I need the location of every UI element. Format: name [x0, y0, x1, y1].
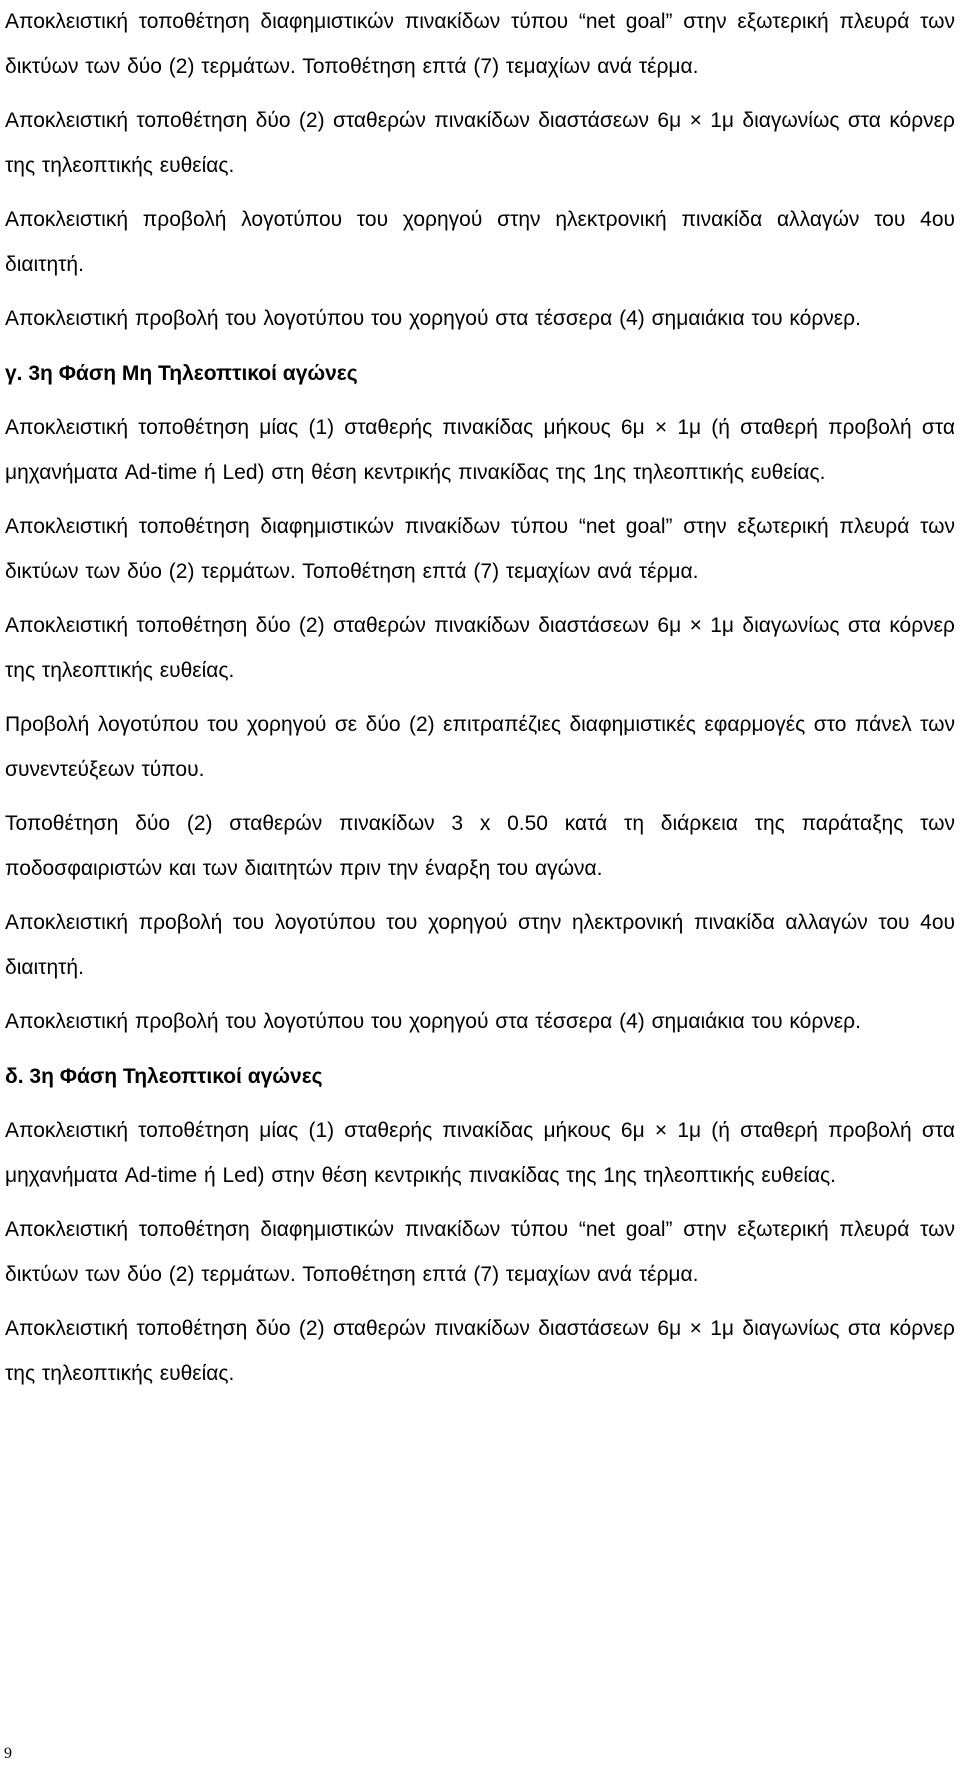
paragraph-corner-signs: Αποκλειστική τοποθέτηση δύο (2) σταθερών πινακίδων διαστάσεων 6μ × 1μ διαγωνίως στα κόρνερ της τηλεοπτικής ευθείας. [5, 109, 955, 177]
document-page [5, 0, 955, 1406]
paragraph-corner-signs: Αποκλειστική τοποθέτηση δύο (2) σταθερών πινακίδων διαστάσεων 6μ × 1μ διαγωνίως στα κόρνερ της τηλεοπτικής ευθείας. [5, 1317, 955, 1385]
paragraph-4th-referee-board: Αποκλειστική προβολή λογοτύπου του χορηγού στην ηλεκτρονική πινακίδα αλλαγών του 4ου διαιτητή. [5, 208, 955, 276]
page-number: 9 [4, 1745, 12, 1762]
paragraph-lineup-signs: Τοποθέτηση δύο (2) σταθερών πινακίδων 3 x 0.50 κατά τη διάρκεια της παράταξης των ποδοσφαιριστών και των διαιτητών πριν την έναρξη του αγώνα. [5, 812, 955, 880]
section-heading-d: δ. 3η Φάση Τηλεοπτικοί αγώνες [5, 1064, 323, 1088]
paragraph-net-goal-signs: Αποκλειστική τοποθέτηση διαφημιστικών πινακίδων τύπου “net goal” στην εξωτερική πλευρά των δικτύων των δύο (2) τερμάτων. Τοποθέτηση επτά (7) τεμαχίων ανά τέρμα. [5, 10, 955, 78]
paragraph-central-sign: Αποκλειστική τοποθέτηση μίας (1) σταθερής πινακίδας μήκους 6μ × 1μ (ή σταθερή προβολή στα μηχανήματα Ad-time ή Led) στην θέση κεντρικής πινακίδας της 1ης τηλεοπτικής ευθείας. [5, 1119, 955, 1187]
paragraph-corner-flags: Αποκλειστική προβολή του λογοτύπου του χορηγού στα τέσσερα (4) σημαιάκια του κόρνερ. [5, 307, 861, 330]
paragraph-press-panel: Προβολή λογοτύπου του χορηγού σε δύο (2) επιτραπέζιες διαφημιστικές εφαρμογές στο πάνελ των συνεντεύξεων τύπου. [5, 713, 955, 781]
section-heading-c: γ. 3η Φάση Μη Τηλεοπτικοί αγώνες [5, 361, 358, 385]
paragraph-corner-signs: Αποκλειστική τοποθέτηση δύο (2) σταθερών πινακίδων διαστάσεων 6μ × 1μ διαγωνίως στα κόρνερ της τηλεοπτικής ευθείας. [5, 614, 955, 682]
paragraph-4th-referee-board: Αποκλειστική προβολή του λογοτύπου του χορηγού στην ηλεκτρονική πινακίδα αλλαγών του 4ου διαιτητή. [5, 911, 955, 979]
paragraph-net-goal-signs: Αποκλειστική τοποθέτηση διαφημιστικών πινακίδων τύπου “net goal” στην εξωτερική πλευρά των δικτύων των δύο (2) τερμάτων. Τοποθέτηση επτά (7) τεμαχίων ανά τέρμα. [5, 515, 955, 583]
paragraph-central-sign: Αποκλειστική τοποθέτηση μίας (1) σταθερής πινακίδας μήκους 6μ × 1μ (ή σταθερή προβολή στα μηχανήματα Ad-time ή Led) στη θέση κεντρικής πινακίδας της 1ης τηλεοπτικής ευθείας. [5, 416, 955, 484]
paragraph-net-goal-signs: Αποκλειστική τοποθέτηση διαφημιστικών πινακίδων τύπου “net goal” στην εξωτερική πλευρά των δικτύων των δύο (2) τερμάτων. Τοποθέτηση επτά (7) τεμαχίων ανά τέρμα. [5, 1218, 955, 1286]
paragraph-corner-flags: Αποκλειστική προβολή του λογοτύπου του χορηγού στα τέσσερα (4) σημαιάκια του κόρνερ. [5, 1010, 861, 1033]
